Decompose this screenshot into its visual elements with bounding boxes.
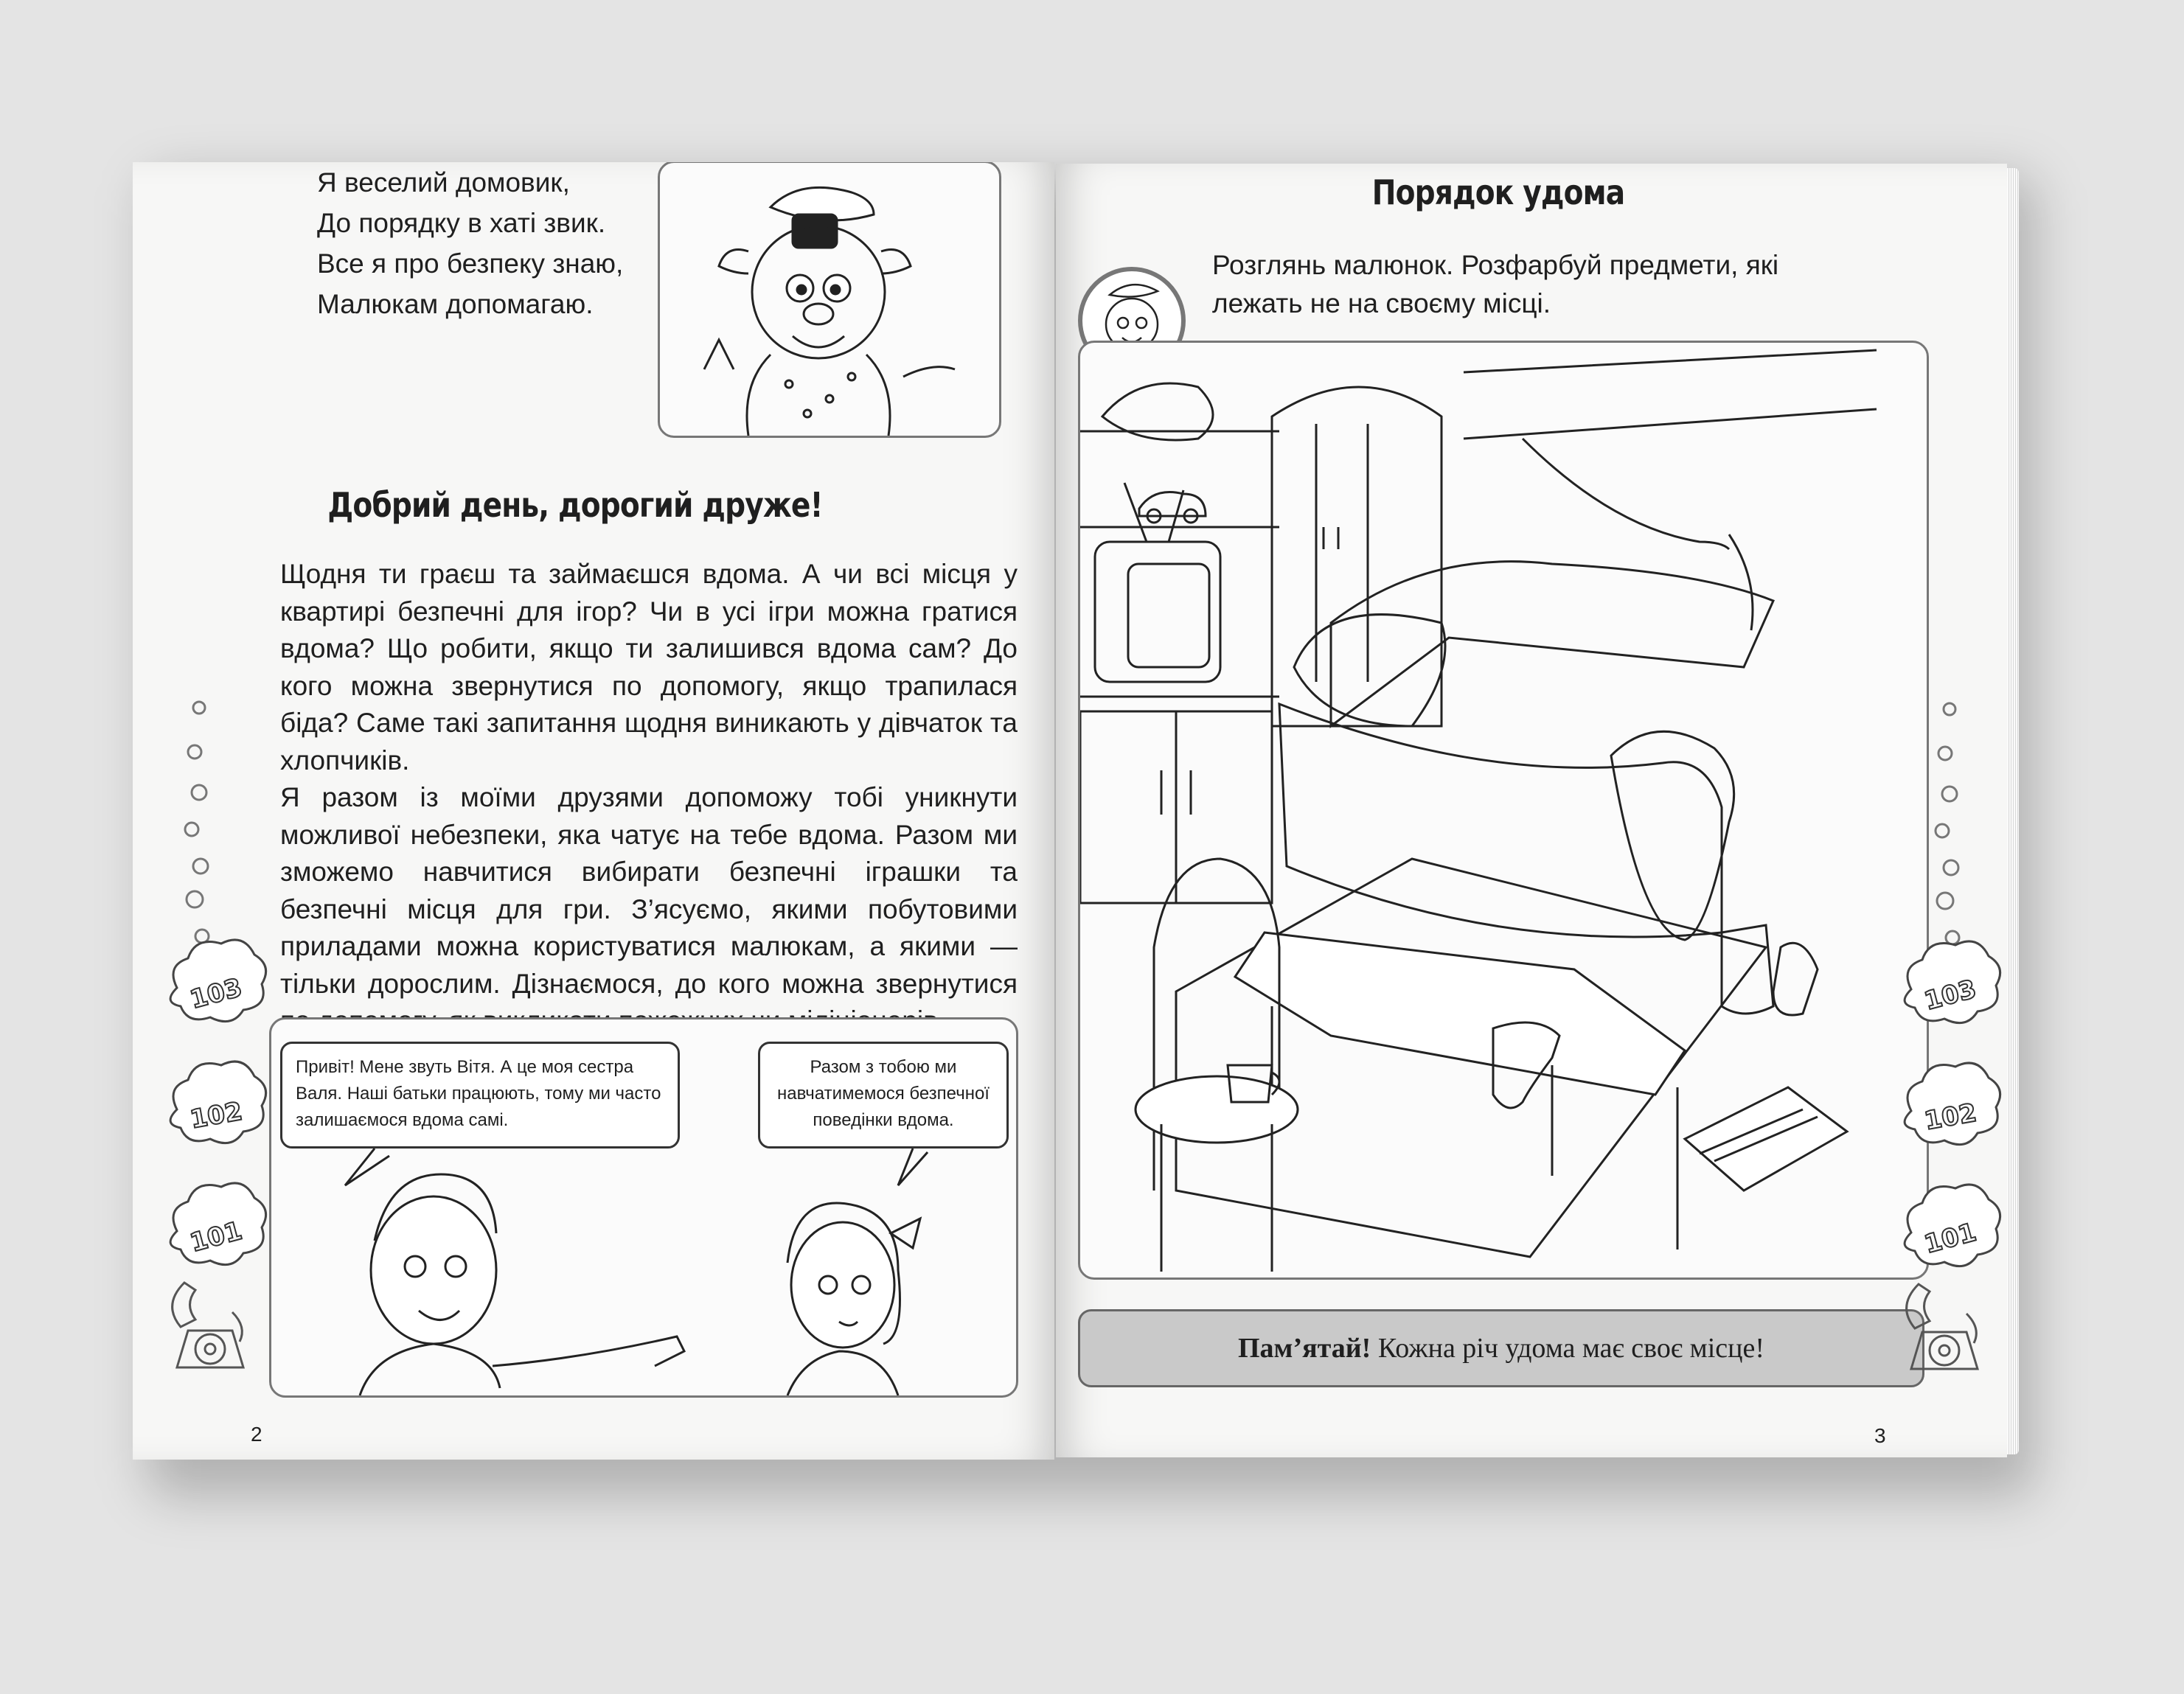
intro-text: Щодня ти граєш та займаєшся вдома. А чи всі місця у квартирі безпечні для ігор? Чи в усі ігри можна гратися вдома? Що робити, якщо ти залишився вдома сам? До кого можна звернутися по допомогу, якщо трапилася біда? Саме такі запитання щодня виникають у дівчаток та хлопчиків. Я разом із моїми друзями допоможу тобі уникнути можливої небезпеки, яка чатує на тебе вдома. Разом ми зможемо навчитися вибирати безпечні іграшки та безпечні місця для гри. З’ясуємо, якими побутовими приладами можна користуватися малюкам, а якими — тільки дорослим. Дізнаємося, до кого можна звернутися [280, 559, 1018, 999]
kids-illustration [271, 1019, 1016, 1395]
domovyk-illustration [660, 163, 999, 436]
page-heading-left: Добрий день, дорогий друже! [327, 485, 823, 525]
number-101-right: 101 [1921, 1217, 1980, 1260]
number-101: 101 [187, 1216, 246, 1258]
memo-text: Кожна річ удома має своє місце! [1371, 1333, 1764, 1364]
memo-box [1078, 1309, 1924, 1387]
memo-bold: Пам’ятай! [1238, 1333, 1371, 1364]
page-heading-right: Порядок удома [1371, 172, 1625, 212]
room-frame [1078, 341, 1929, 1280]
number-102: 102 [187, 1096, 245, 1135]
kids-frame [269, 1017, 1018, 1398]
telephone-icon-right [1896, 1269, 2000, 1380]
right-page [1056, 164, 2007, 1457]
instruction-text: Розглянь малюнок. Розфарбуй предмети, які лежать не на своєму місці. [1212, 250, 1779, 318]
page-number-right: 3 [1874, 1424, 1886, 1447]
left-page [133, 162, 1054, 1460]
number-102-right: 102 [1922, 1098, 1979, 1137]
domovyk-frame [658, 162, 1001, 438]
telephone-icon [162, 1268, 265, 1378]
bubble-girl: Разом з тобою ми навчатимемося безпечної поведінки вдома. [758, 1042, 1009, 1148]
poem: Я веселий домовик, До порядку в хаті звик. Все я про безпеку знаю, Малюкам допомагаю. [317, 167, 624, 319]
room-illustration [1080, 343, 1927, 1278]
page-edges [2007, 168, 2019, 1454]
bubble-boy: Привіт! Мене звуть Вітя. А це моя сестра Валя. Наші батьки працюють, тому ми часто залишаємося вдома самі. [280, 1042, 680, 1148]
number-103: 103 [187, 972, 246, 1015]
number-103-right: 103 [1921, 974, 1980, 1017]
page-number-left: 2 [251, 1423, 262, 1446]
